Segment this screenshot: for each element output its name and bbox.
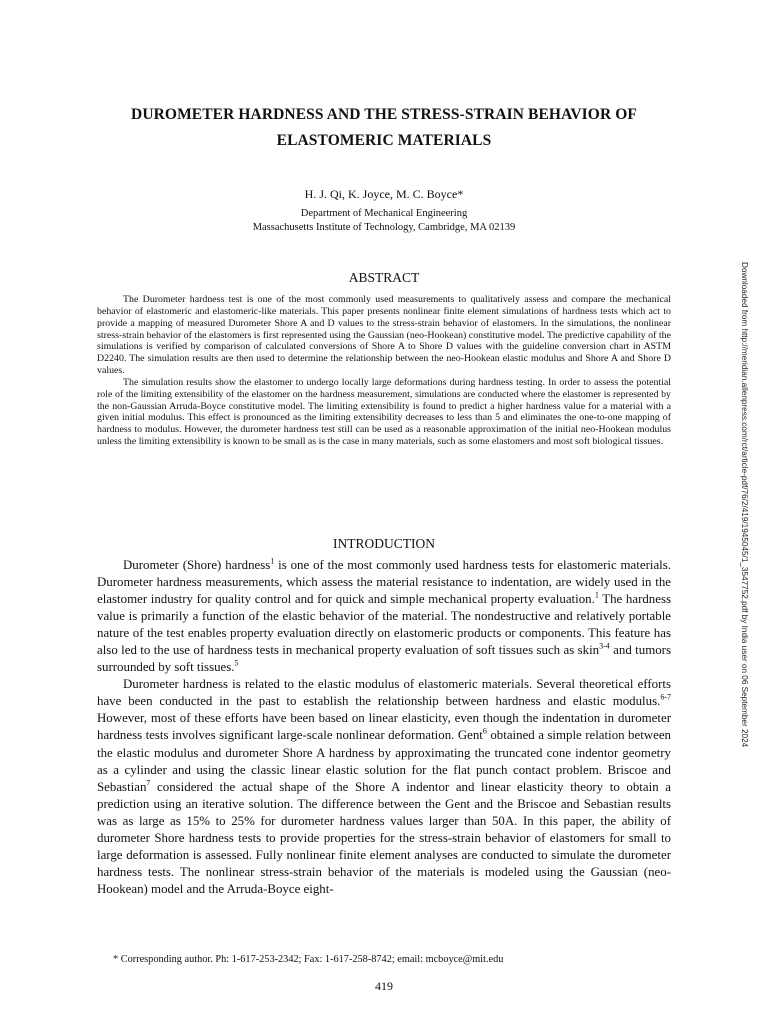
- intro-p2-text-3: obtained a simple relation between the elastic modulus and durometer Shore A hardness by approximating the truncated cone indentor geometry as a cylinder and using the classic linear elastic solution for the flat punch contact problem. Briscoe and Sebastian: [97, 728, 671, 794]
- introduction-paragraph-2: [97, 676, 671, 898]
- citation-ref: 1: [594, 590, 599, 600]
- intro-p1-text-3: The hardness value is primarily a function of the elastic behavior of the material. The nondestructive and relatively portable nature of the test enables property evaluation directly on elastomeric products or components. This feature has also led to the use of hardness tests in mechanical property evaluation of soft tissues such as skin: [97, 592, 672, 658]
- introduction-paragraph-1: [97, 557, 671, 676]
- citation-ref: 3-4: [599, 641, 610, 651]
- intro-p1-text-1: Durometer (Shore) hardness: [123, 558, 271, 572]
- abstract-heading: ABSTRACT: [348, 270, 420, 285]
- intro-p1-text-4: and tumors surrounded by soft tissues.: [97, 643, 671, 675]
- page-number: 419: [375, 979, 393, 993]
- download-watermark-text: Downloaded from http://meridian.allenpress.com/rct/article-pdf/76/2/419/1945045/1_3547752.pdf by India user on 06 September 2024: [740, 262, 749, 748]
- citation-ref: 6-7: [660, 693, 671, 703]
- citation-ref: 7: [146, 778, 151, 788]
- authors-text: H. J. Qi, K. Joyce, M. C. Boyce*: [304, 187, 464, 201]
- corresponding-author-footnote: * Corresponding author. Ph: 1-617-253-2342; Fax: 1-617-258-8742; email: mcboyce@mit.edu: [113, 954, 504, 965]
- citation-ref: 6: [482, 727, 487, 737]
- intro-p2-text-1: Durometer hardness is related to the elastic modulus of elastomeric materials. Several theoretical efforts have been conducted in the past to establish the relationship between hardness and elastic modulus.: [97, 677, 671, 709]
- paper-title-line-1: DUROMETER HARDNESS AND THE STRESS-STRAIN BEHAVIOR OF: [131, 106, 637, 123]
- introduction-body: [97, 557, 671, 898]
- abstract-paragraph-2: The simulation results show the elastomer to undergo locally large deformations during hardness testing. In order to assess the potential role of the limiting extensibility of the elastomer on the hardness measurement, simulations are conducted where the elastomer is represented by the non-Gaussian Arruda-Boyce constitutive model. The limiting extensibility is found to predict a higher hardness value for a material with a given initial modulus. This effect is pronounced as the limiting extensibility decreases to less than 5 and eliminates the one-to-one mapping of hardness to modulus. However, the durometer hardness test still can be used as a reasonable approximation of the initial neo-Hookean modulus unless the limiting extensibility is known to be small as is the case in many materials, such as some elastomers and most soft biological tissues.: [97, 376, 671, 448]
- intro-p1-text-2: is one of the most commonly used hardness tests for elastomeric materials. Durometer hardness measurements, which assess the material resistance to indentation, are widely used in the elastomer industry for quality control and for quick and simple mechanical property evaluation.: [97, 558, 672, 607]
- introduction-heading: INTRODUCTION: [333, 536, 435, 551]
- paper-title-line-2: ELASTOMERIC MATERIALS: [276, 132, 492, 149]
- abstract-paragraph-1: The Durometer hardness test is one of the most commonly used measurements to qualitatively assess and compare the mechanical behavior of elastomeric and elastomeric-like materials. This paper presents nonlinear finite element simulations of hardness tests which act to provide a mapping of measured Durometer Shore A and D values to the stress-strain behavior of elastomers. In the simulations, the nonlinear stress-strain behavior of the elastomers is first represented using the Gaussian (neo-Hookean) constitutive model. The predictive capability of the simulations is verified by comparison of calculated conversions of Shore A to Shore D values with the guideline conversion chart in ASTM D2240. The simulation results are then used to determine the relationship between the neo-Hookean elastic modulus and Shore A and Shore D values.: [97, 294, 671, 377]
- affiliation-department: Department of Mechanical Engineering: [300, 208, 468, 219]
- download-watermark: [737, 262, 751, 782]
- intro-p2-text-4: considered the actual shape of the Shore A indentor and linear elasticity theory to obtain a prediction using an iterative solution. The difference between the Gent and the Briscoe and Sebastian results was as large as 15% to 25% for durometer hardness values larger than 50A. In this paper, the ability of durometer Shore hardness tests to provide properties for the stress-strain behavior of elastomers for small to large deformation is assessed. Fully nonlinear finite element analyses are conducted to simulate the durometer hardness tests. The nonlinear stress-strain behavior of the materials is modeled using the Gaussian (neo-Hookean) model and the Arruda-Boyce eight-: [97, 779, 671, 896]
- author-list: [0, 187, 768, 202]
- citation-ref: 5: [234, 658, 239, 668]
- citation-ref: 1: [270, 556, 275, 566]
- abstract-body: [97, 294, 671, 448]
- intro-p2-text-2: However, most of these efforts have been based on linear elasticity, even though the indentation in durometer hardness tests involves significant large-scale nonlinear deformation. Gent: [97, 711, 671, 743]
- affiliation-institute: Massachusetts Institute of Technology, Cambridge, MA 02139: [252, 222, 516, 233]
